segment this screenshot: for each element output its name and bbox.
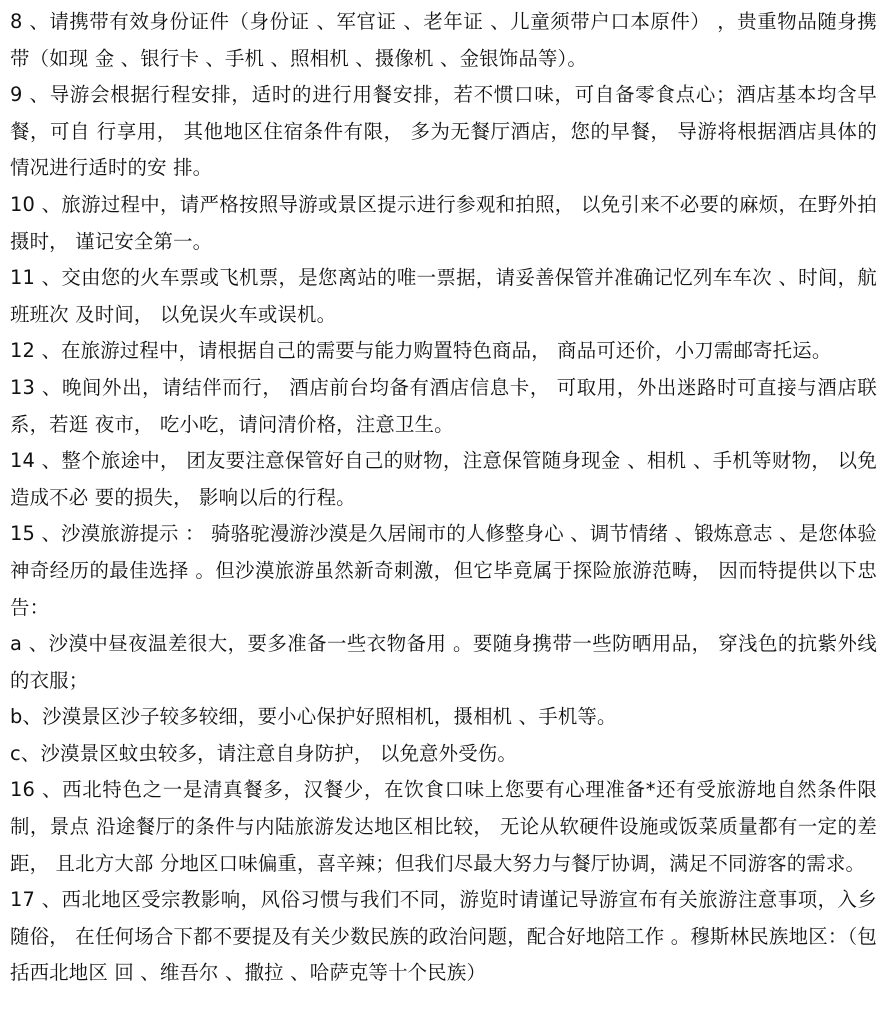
paragraph-item-12: 12 、在旅游过程中，请根据自己的需要与能力购置特色商品， 商品可还价，小刀需邮寄托运。 (10, 339, 832, 363)
paragraph-item-15b: b、沙漠景区沙子较多较细，要小心保护好照相机，摄相机 、手机等。 (10, 705, 617, 729)
paragraph-item-16: 16 、西北特色之一是清真餐多，汉餐少，在饮食口味上您要有心理准备*还有受旅游地自然条件限制，景点 沿途餐厅的条件与内陆旅游发达地区相比较， 无论从软硬件设施或饭菜质量都有一定的差距， 且北方大部 分地区口味偏重，喜辛辣；但我们尽最大努力与餐厅协调，满足不同游客的需求。 (10, 778, 877, 875)
paragraph-item-17: 17 、西北地区受宗教影响，风俗习惯与我们不同，游览时请谨记导游宣布有关旅游注意事项，入乡随俗， 在任何场合下都不要提及有关少数民族的政治问题，配合好地陪工作 。穆斯林民族地区：（包括西北地区 回 、维吾尔 、撒拉 、哈萨克等十个民族） (10, 888, 877, 985)
paragraph-item-14: 14 、整个旅途中， 团友要注意保管好自己的财物，注意保管随身现金 、相机 、手机等财物， 以免造成不必 要的损失， 影响以后的行程。 (10, 449, 877, 509)
paragraph-item-15: 15 、沙漠旅游提示 ： 骑骆驼漫游沙漠是久居闹市的人修整身心 、调节情绪 、锻炼意志 、是您体验 神奇经历的最佳选择 。但沙漠旅游虽然新奇刺激，但它毕竟属于探险旅游范畴， 因而特提供以下忠告： (10, 522, 877, 619)
paragraph-item-15c: c、沙漠景区蚊虫较多，请注意自身防护， 以免意外受伤。 (10, 741, 517, 765)
paragraph-item-9: 9 、导游会根据行程安排，适时的进行用餐安排，若不惯口味，可自备零食点心；酒店基本均含早餐，可自 行享用， 其他地区住宿条件有限， 多为无餐厅酒店，您的早餐， 导游将根据酒店具体的情况进行适时的安 排。 (10, 83, 877, 180)
paragraph-item-13: 13 、晚间外出，请结伴而行， 酒店前台均备有酒店信息卡， 可取用，外出迷路时可直接与酒店联系，若逛 夜市， 吃小吃，请问清价格，注意卫生。 (10, 375, 877, 436)
paragraph-item-10: 10 、旅游过程中，请严格按照导游或景区提示进行参观和拍照， 以免引来不必要的麻烦，在野外拍摄时， 谨记安全第一。 (10, 192, 877, 253)
paragraph-item-11: 11 、交由您的火车票或飞机票，是您离站的唯一票据，请妥善保管并准确记忆列车车次 、时间，航班班次 及时间， 以免误火车或误机。 (10, 266, 877, 326)
paragraph-item-8: 8 、请携带有效身份证件（身份证 、军官证 、老年证 、儿童须带户口本原件） ，贵重物品随身携带（如现 金 、银行卡 、手机 、照相机 、摄像机 、金银饰品等）。 (10, 10, 877, 70)
paragraph-item-15a: a 、沙漠中昼夜温差很大，要多准备一些衣物备用 。要随身携带一些防晒用品， 穿浅色的抗紫外线的衣服； (10, 632, 877, 692)
